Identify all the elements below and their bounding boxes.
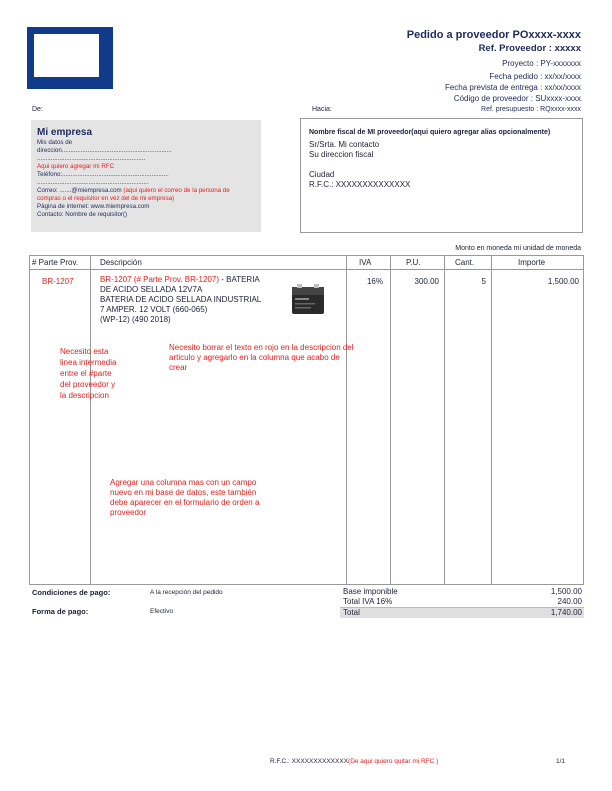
footer-rfc — [270, 758, 438, 765]
iva-value: 240.00 — [557, 597, 582, 606]
sender-address-1: Mis datos de — [37, 139, 73, 146]
cell-unit-price: 300.00 — [414, 277, 439, 286]
order-date: Fecha pedido : xx/xx/xxxx — [489, 72, 581, 81]
cell-part: BR-1207 — [42, 277, 74, 286]
company-logo — [27, 27, 113, 89]
currency-note: Monto en moneda mi unidad de moneda — [455, 245, 581, 252]
to-label: Hacia: — [312, 106, 332, 113]
cell-quantity: 5 — [481, 277, 486, 286]
sender-dots: ................................................................. — [37, 179, 149, 186]
payment-terms-label: Condiciones de pago: — [32, 588, 111, 597]
th-unit-price: P.U. — [406, 258, 421, 267]
sender-email-note: (aqui quiero el correo de la persona de compras o el requisitor en vez del de mi empresa) — [37, 187, 230, 202]
totals-base-row — [340, 587, 584, 597]
th-part: # Parte Prov. — [32, 258, 79, 267]
base-label: Base imponible — [343, 587, 398, 596]
desc-line-5: (WP-12) (490 2018) — [100, 315, 171, 324]
recipient-contact: Sr/Srta. Mi contacto — [309, 140, 380, 149]
page-number: 1/1 — [556, 758, 566, 765]
desc-red-text: BR-1207 (# Parte Prov. BR-1207) — [100, 275, 220, 284]
note-move-red-text: Necesito borrar el texto en rojo en la descripcion del articulo y agregarlo en la columna que acabo de crear — [169, 343, 354, 372]
footer-rfc-note: (De aqui quiero quitar mi RFC ) — [348, 758, 439, 765]
sender-contact: Contacto: Nombre de requisitor() — [37, 211, 128, 218]
totals-total-row — [340, 607, 584, 618]
total-label: Total — [343, 608, 360, 617]
col-divider — [346, 256, 347, 584]
sender-name: Mi empresa — [37, 127, 93, 138]
payment-method-value: Efectivo — [150, 608, 174, 615]
col-divider — [444, 256, 445, 584]
note-add-column: Agregar una columna mas con un campo nuevo en mi base de datos, este también debe aparecer en el formulario de orden a proveedor — [110, 478, 260, 517]
sender-web: Página de internet: www.miempresa.com — [37, 203, 150, 210]
th-quantity: Cant. — [455, 258, 475, 267]
sender-rfc-note: Aqui quiero agregar mi RFC — [37, 163, 115, 170]
th-amount: Importe — [518, 258, 546, 267]
sender-address-2: direccion................................................................ — [37, 147, 172, 154]
recipient-address: Su direccion fiscal — [309, 150, 374, 159]
totals-box — [340, 587, 584, 618]
desc-line-4: 7 AMPER. 12 VOLT (660-065) — [100, 305, 208, 314]
sender-email — [37, 187, 255, 203]
payment-terms-value: A la recepción del pedido — [150, 589, 223, 596]
cell-amount: 1,500.00 — [547, 277, 579, 286]
supplier-ref: Ref. Proveedor : xxxxx — [478, 43, 581, 54]
quote-ref: Ref. presupuesto : RQxxxx-xxxx — [481, 106, 581, 113]
iva-label: Total IVA 16% — [343, 597, 393, 606]
note-intermediate-line: Necesito esta linea intermedia entre el #parte del proveedor y la descripcion — [60, 347, 117, 400]
desc-text: - BATERIA — [219, 275, 260, 284]
delivery-date: Fecha prevista de entrega : xx/xx/xxxx — [444, 83, 581, 92]
th-iva: IVA — [359, 258, 372, 267]
cell-description — [100, 275, 290, 325]
project: Proyecto : PY-xxxxxxx — [502, 59, 581, 68]
sender-box — [31, 120, 261, 232]
col-divider — [390, 256, 391, 584]
desc-line-3: BATERIA DE ACIDO SELLADA INDUSTRIAL — [100, 295, 262, 304]
totals-iva-row — [340, 597, 584, 607]
desc-line-2: DE ACIDO SELLADA 12V7A — [100, 285, 203, 294]
header-divider — [30, 269, 583, 270]
recipient-box — [300, 118, 583, 233]
col-divider — [90, 256, 91, 584]
th-description: Descripción — [100, 258, 142, 267]
recipient-rfc: R.F.C.: XXXXXXXXXXXXXX — [309, 180, 411, 189]
col-divider — [491, 256, 492, 584]
cell-iva: 16% — [366, 277, 383, 286]
battery-icon — [290, 281, 326, 317]
total-value: 1,740.00 — [550, 608, 582, 617]
payment-method-label: Forma de pago: — [32, 607, 89, 616]
recipient-name: Nombre fiscal de MI proveedor(aqui quiero agregar alias opcionalmente) — [309, 129, 551, 136]
supplier-code: Código de proveedor : SUxxxx-xxxx — [453, 94, 581, 103]
sender-phone: Teléfono:.............................................................. — [37, 171, 169, 178]
items-table — [29, 255, 584, 585]
recipient-city: Ciudad — [309, 170, 335, 179]
from-label: De: — [32, 106, 43, 113]
order-title: Pedido a proveedor POxxxx-xxxx — [406, 29, 581, 41]
footer-rfc-value: R.F.C.: XXXXXXXXXXXXX — [270, 758, 349, 765]
logo-placeholder — [34, 34, 99, 77]
sender-email-value: Correo: .......@miempresa.com — [37, 187, 122, 194]
base-value: 1,500.00 — [550, 587, 582, 596]
sender-address-3: ............................................................... — [37, 155, 146, 162]
